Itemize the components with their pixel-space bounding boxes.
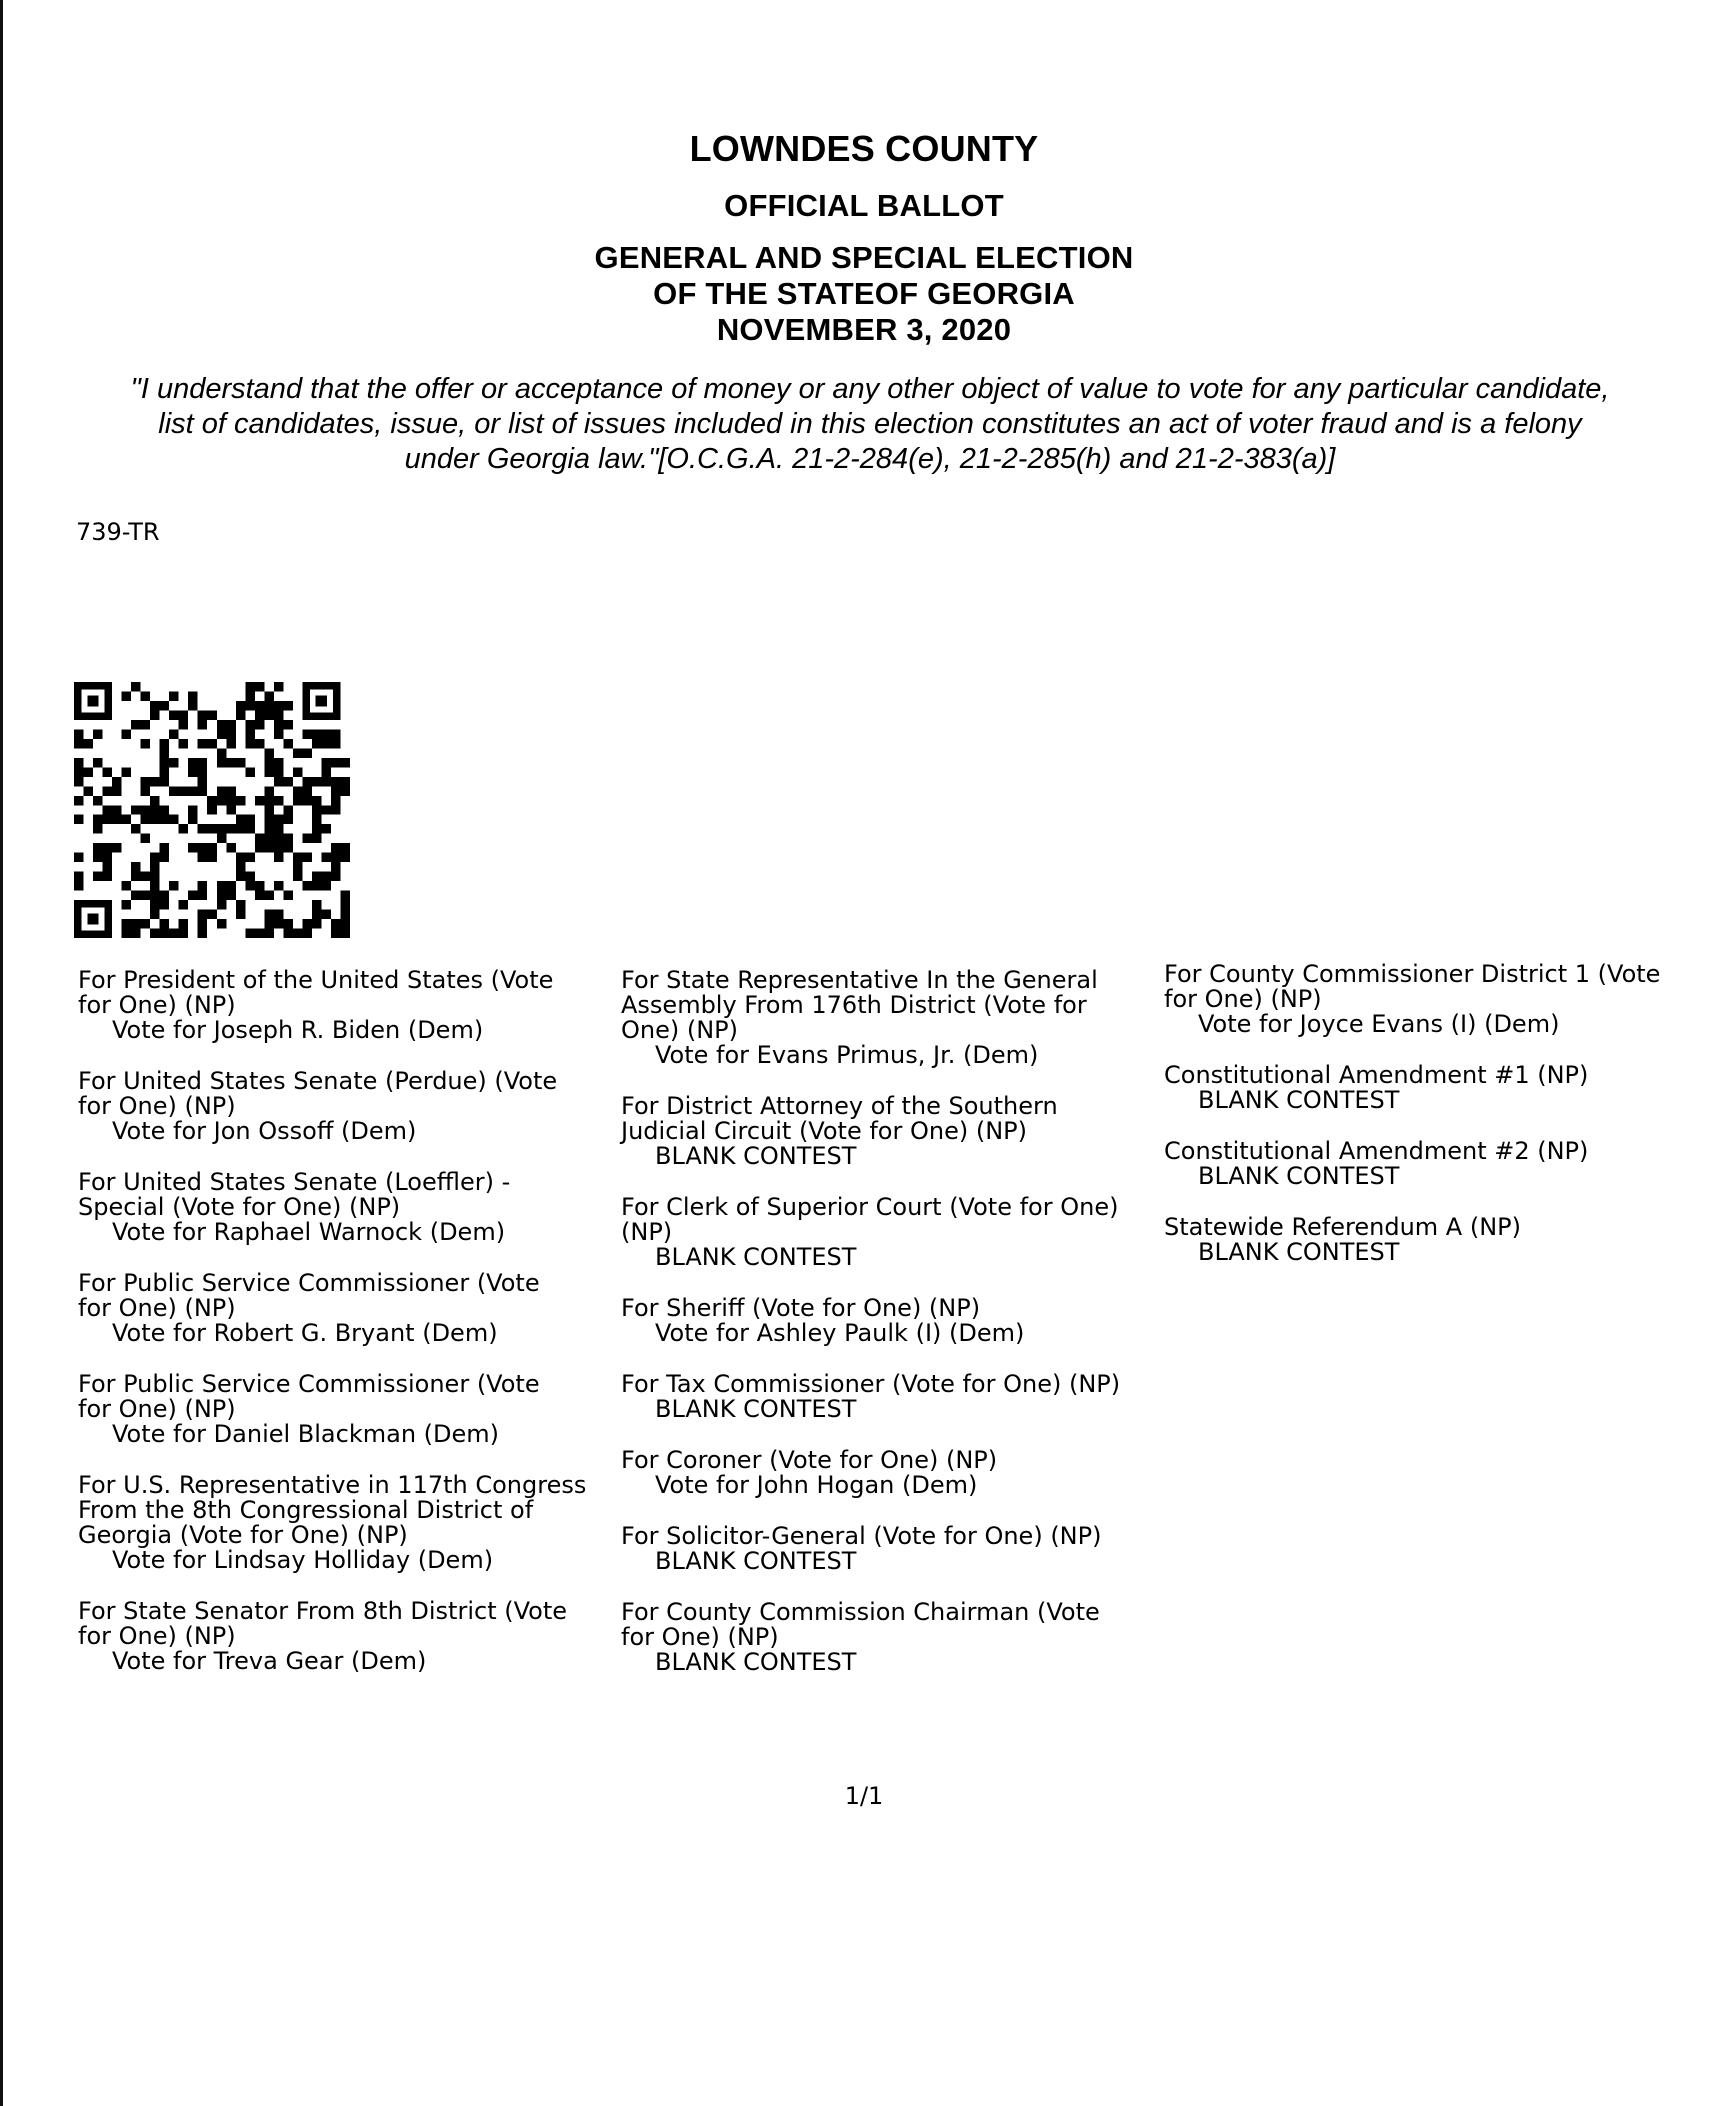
contest-item [78, 1170, 618, 1245]
contest-selection: BLANK CONTEST [655, 1395, 857, 1423]
contest-selection: Vote for Joseph R. Biden (Dem) [112, 1016, 484, 1044]
contest-title: For United States Senate (Perdue) (Vote for One) (NP) [78, 1067, 558, 1120]
contest-title: For Clerk of Superior Court (Vote for One) (NP) [621, 1193, 1119, 1246]
county-title: LOWNDES COUNTY [689, 128, 1039, 169]
contest-item [78, 1069, 618, 1144]
contest-title: For Public Service Commissioner (Vote for One) (NP) [78, 1269, 540, 1322]
contest-selection: Vote for Treva Gear (Dem) [112, 1647, 427, 1675]
contest-selection: BLANK CONTEST [1198, 1086, 1400, 1114]
contest-item [78, 1271, 618, 1346]
qr-code [74, 682, 350, 938]
contest-selection: BLANK CONTEST [655, 1547, 857, 1575]
voter-oath-line-2: list of candidates, issue, or list of issues included in this election constitutes an act of voter fraud and is a felony [158, 408, 1582, 440]
voter-oath-line-1: "I understand that the offer or acceptance of money or any other object of value to vote for any particular candidate, [130, 373, 1610, 405]
contest-item [621, 1094, 1166, 1169]
contest-selection: BLANK CONTEST [655, 1648, 857, 1676]
contest-title: For State Senator From 8th District (Vote for One) (NP) [78, 1597, 568, 1650]
contest-title: For County Commissioner District 1 (Vote for One) (NP) [1164, 960, 1661, 1013]
ballot-type: OFFICIAL BALLOT [724, 188, 1004, 223]
contest-column-3 [1164, 962, 1724, 1291]
contest-selection: Vote for Joyce Evans (I) (Dem) [1198, 1010, 1560, 1038]
contest-item [621, 968, 1166, 1068]
ballot-style-code: 739-TR [76, 518, 160, 546]
page-number: 1/1 [844, 1782, 884, 1810]
contest-title: For State Representative In the General Assembly From 176th District (Vote for One) (NP) [621, 966, 1098, 1044]
contest-selection: BLANK CONTEST [1198, 1238, 1400, 1266]
contest-item [78, 968, 618, 1043]
contest-column-1 [78, 968, 618, 1700]
contest-selection: Vote for John Hogan (Dem) [655, 1471, 978, 1499]
contest-item [621, 1372, 1166, 1422]
contest-title: For Coroner (Vote for One) (NP) [621, 1446, 998, 1474]
contest-selection: Vote for Evans Primus, Jr. (Dem) [655, 1041, 1039, 1069]
voter-oath-line-3: under Georgia law."[O.C.G.A. 21-2-284(e), 21-2-285(h) and 21-2-383(a)] [404, 443, 1336, 475]
contest-title: For Solicitor-General (Vote for One) (NP) [621, 1522, 1102, 1550]
contest-title: For Tax Commissioner (Vote for One) (NP) [621, 1370, 1121, 1398]
contest-item [621, 1296, 1166, 1346]
voter-oath [60, 372, 1680, 477]
contest-item [1164, 1139, 1724, 1189]
election-title-line-1: GENERAL AND SPECIAL ELECTION [594, 240, 1134, 275]
contest-item [78, 1599, 618, 1674]
contest-item [621, 1524, 1166, 1574]
contest-title: Constitutional Amendment #1 (NP) [1164, 1061, 1589, 1089]
contest-item [621, 1195, 1166, 1270]
contest-title: For U.S. Representative in 117th Congress From the 8th Congressional District of Georgia (Vote for One) (NP) [78, 1471, 587, 1549]
contest-selection: Vote for Robert G. Bryant (Dem) [112, 1319, 498, 1347]
contest-selection: BLANK CONTEST [655, 1243, 857, 1271]
contest-title: For District Attorney of the Southern Judicial Circuit (Vote for One) (NP) [621, 1092, 1058, 1145]
contest-selection: Vote for Raphael Warnock (Dem) [112, 1218, 506, 1246]
contest-title: Statewide Referendum A (NP) [1164, 1213, 1521, 1241]
contest-title: For President of the United States (Vote for One) (NP) [78, 966, 554, 1019]
election-title-line-2: OF THE STATEOF GEORGIA [653, 276, 1075, 311]
contest-item [1164, 962, 1724, 1037]
election-title [0, 240, 1728, 348]
contest-title: For Sheriff (Vote for One) (NP) [621, 1294, 981, 1322]
contest-title: For County Commission Chairman (Vote for One) (NP) [621, 1598, 1100, 1651]
contest-selection: Vote for Ashley Paulk (I) (Dem) [655, 1319, 1025, 1347]
contest-selection: Vote for Daniel Blackman (Dem) [112, 1420, 500, 1448]
election-date: NOVEMBER 3, 2020 [716, 312, 1012, 347]
contest-item [78, 1473, 618, 1573]
contest-selection: BLANK CONTEST [655, 1142, 857, 1170]
contest-item [1164, 1215, 1724, 1265]
contest-item [621, 1600, 1166, 1675]
contest-title: For United States Senate (Loeffler) - Special (Vote for One) (NP) [78, 1168, 511, 1221]
contest-column-2 [621, 968, 1166, 1701]
contest-item [78, 1372, 618, 1447]
contest-selection: Vote for Lindsay Holliday (Dem) [112, 1546, 494, 1574]
contest-title: Constitutional Amendment #2 (NP) [1164, 1137, 1589, 1165]
contest-selection: BLANK CONTEST [1198, 1162, 1400, 1190]
contest-selection: Vote for Jon Ossoff (Dem) [112, 1117, 417, 1145]
contest-item [621, 1448, 1166, 1498]
contest-item [1164, 1063, 1724, 1113]
contest-title: For Public Service Commissioner (Vote for One) (NP) [78, 1370, 540, 1423]
